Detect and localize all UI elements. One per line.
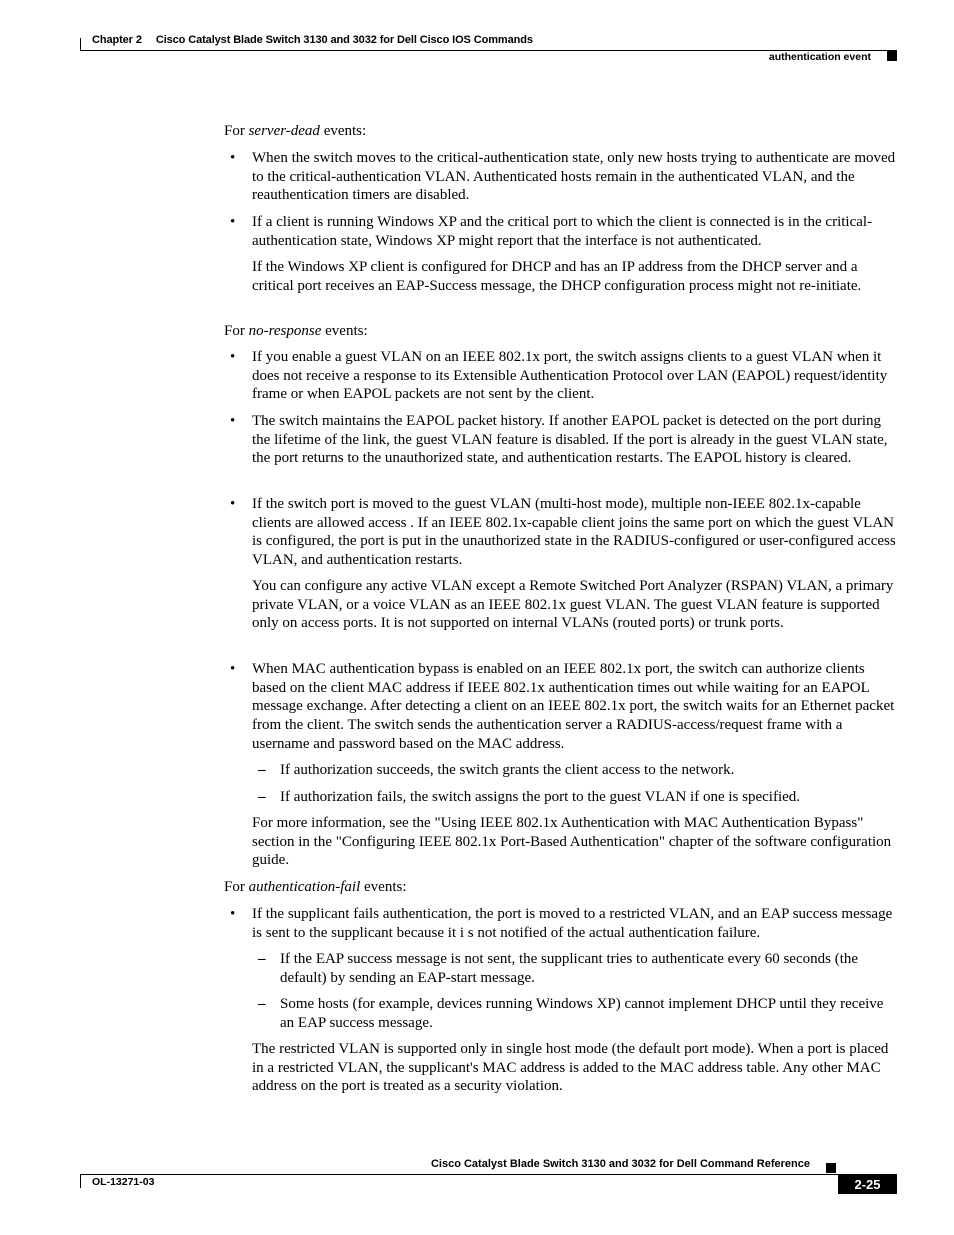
no-response-lead: For no-response events:	[224, 323, 368, 339]
header-vertical-rule	[80, 38, 81, 50]
footer-rule	[80, 1174, 897, 1175]
no-response-bullet-2: The switch maintains the EAPOL packet history. If another EAPOL packet is detected on the port during the lifetime of the link, the guest VLAN feature is disabled. If the port is already in the guest VLAN state, the port returns to the unauthorized state, and authentication restarts. The EAPOL history is cleared.	[252, 413, 888, 467]
server-dead-bullet-2: If a client is running Windows XP and the critical port to which the client is connected is in the critical-authentication state, Windows XP might report that the interface is not authenticated.	[252, 214, 873, 249]
dash-marker: –	[258, 789, 266, 805]
no-response-bullet-3: If the switch port is moved to the guest VLAN (multi-host mode), multiple non-IEEE 802.1x-capable clients are allowed access . If an IEEE 802.1x-capable client joins the same port on which the guest VLAN is configured, the port is put in the unauthorized state in the RADIUS-configured or user-configured access VLAN, and authentication restarts.	[252, 496, 896, 569]
auth-fail-sub-1: If the EAP success message is not sent, the supplicant tries to authenticate every 60 seconds (the default) by sending an EAP-start message.	[280, 951, 859, 986]
dash-marker: –	[258, 951, 266, 967]
bullet-marker: •	[230, 496, 236, 512]
bullet-marker: •	[230, 214, 236, 230]
no-response-bullet-1: If you enable a guest VLAN on an IEEE 802.1x port, the switch assigns clients to a guest VLAN when it does not receive a response to its Extensible Authentication Protocol over LAN (EAPOL) request/identity frame or when EAPOL packets are not sent by the client.	[252, 349, 888, 403]
no-response-bullet-3-note: You can configure any active VLAN except a Remote Switched Port Analyzer (RSPAN) VLAN, a primary private VLAN, or a voice VLAN as an IEEE 802.1x guest VLAN. The guest VLAN feature is supported only on access ports. It is not supported on internal VLANs (routed ports) or trunk ports.	[252, 578, 894, 632]
running-header	[92, 34, 533, 46]
footer-title: Cisco Catalyst Blade Switch 3130 and 3032 for Dell Command Reference	[430, 1158, 810, 1170]
no-response-bullet-4: When MAC authentication bypass is enabled on an IEEE 802.1x port, the switch can authorize clients based on the client MAC address if IEEE 802.1x authentication times out while waiting for an EAPOL message exchange. After detecting a client on an IEEE 802.1x port, the switch waits for an Ethernet packet from the client. The switch sends the authentication server a RADIUS-access/request frame with a username and password based on the MAC address.	[252, 661, 895, 752]
bullet-marker: •	[230, 150, 236, 166]
bullet-marker: •	[230, 413, 236, 429]
auth-fail-sub-2: Some hosts (for example, devices running Windows XP) cannot implement DHCP until they receive an EAP success message.	[280, 996, 884, 1031]
dash-marker: –	[258, 996, 266, 1012]
server-dead-bullet-1: When the switch moves to the critical-authentication state, only new hosts trying to authenticate are moved to the critical-authentication VLAN. Authenticated hosts remain in the authenticated VLAN, and the reauthentication timers are disabled.	[252, 150, 896, 204]
server-dead-term: server-dead	[248, 123, 320, 139]
auth-fail-bullet-1-note: The restricted VLAN is supported only in single host mode (the default port mode). When a port is placed in a restricted VLAN, the supplicant's MAC address is added to the MAC address table. Any other MAC address on the port is treated as a security violation.	[252, 1041, 889, 1095]
page-number: 2-25	[838, 1175, 897, 1194]
footer-marker	[826, 1163, 836, 1173]
server-dead-lead: For server-dead events:	[224, 123, 367, 139]
auth-fail-term: authentication-fail	[248, 879, 361, 895]
auth-fail-lead: For authentication-fail events:	[224, 879, 407, 895]
section-title: authentication event	[768, 51, 871, 63]
no-response-sub-2: If authorization fails, the switch assigns the port to the guest VLAN if one is specified.	[280, 789, 801, 805]
bullet-marker: •	[230, 906, 236, 922]
dash-marker: –	[258, 762, 266, 778]
header-marker	[887, 51, 897, 61]
footer-vertical-rule	[80, 1175, 81, 1188]
bullet-marker: •	[230, 349, 236, 365]
no-response-sub-1: If authorization succeeds, the switch grants the client access to the network.	[280, 762, 735, 778]
chapter-label: Chapter 2	[92, 34, 142, 46]
chapter-title: Cisco Catalyst Blade Switch 3130 and 3032 for Dell Cisco IOS Commands	[155, 34, 533, 46]
bullet-marker: •	[230, 661, 236, 677]
server-dead-bullet-2-note: If the Windows XP client is configured for DHCP and has an IP address from the DHCP server and a critical port receives an EAP-Success message, the DHCP configuration process might not re-initiate.	[252, 259, 862, 294]
document-number: OL-13271-03	[92, 1176, 155, 1188]
auth-fail-bullet-1: If the supplicant fails authentication, the port is moved to a restricted VLAN, and an EAP success message is sent to the supplicant because it i s not notified of the actual authentication failure.	[252, 906, 893, 941]
no-response-term: no-response	[248, 323, 322, 339]
no-response-bullet-4-note: For more information, see the "Using IEEE 802.1x Authentication with MAC Authentication Bypass" section in the "Configuring IEEE 802.1x Port-Based Authentication" chapter of the software configuration guide.	[252, 815, 892, 869]
